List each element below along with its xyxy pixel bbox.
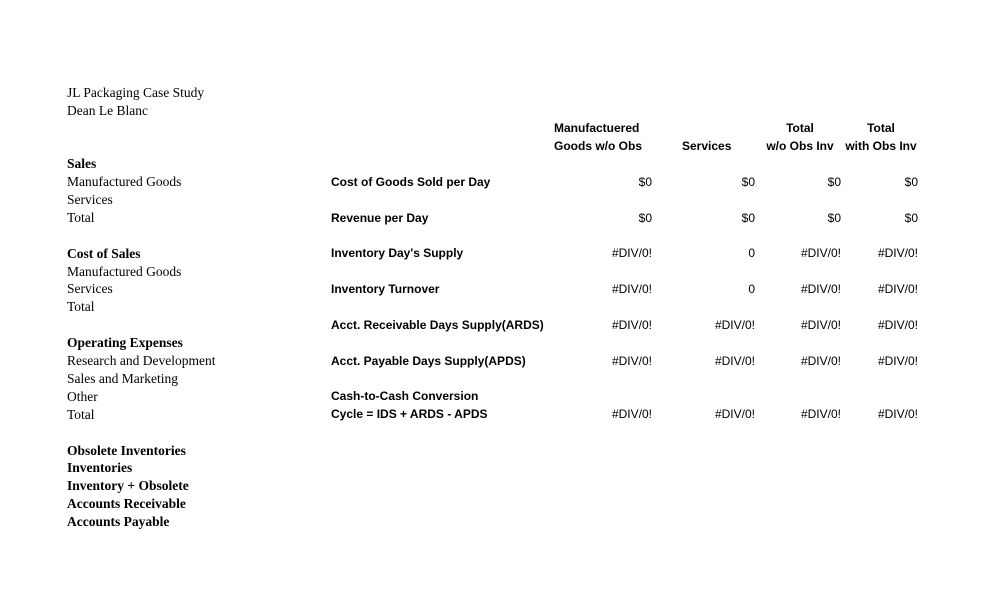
cell-value: #DIV/0! xyxy=(877,407,918,421)
cell-value: #DIV/0! xyxy=(611,282,652,296)
sales-manufactured-goods: Manufactured Goods xyxy=(67,174,182,189)
cell-value: #DIV/0! xyxy=(800,246,841,260)
row-label-ards: Acct. Receivable Days Supply(ARDS) xyxy=(331,318,544,332)
cost-of-sales-heading: Cost of Sales xyxy=(67,246,141,261)
cell-value: #DIV/0! xyxy=(611,246,652,260)
cell-value: #DIV/0! xyxy=(877,246,918,260)
cell-value: $0 xyxy=(741,175,755,189)
document-title: JL Packaging Case Study xyxy=(67,85,205,100)
accounts-payable: Accounts Payable xyxy=(67,514,170,529)
cell-value: #DIV/0! xyxy=(611,354,652,368)
cell-value: #DIV/0! xyxy=(611,407,652,421)
col-header-manufactured-line1: Manufactuered xyxy=(554,121,640,135)
row-label-inventory-days-supply: Inventory Day's Supply xyxy=(331,246,464,260)
cell-value: #DIV/0! xyxy=(714,354,755,368)
operating-expenses-heading: Operating Expenses xyxy=(67,335,183,350)
opex-other: Other xyxy=(67,389,98,404)
cell-value: #DIV/0! xyxy=(611,318,652,332)
cell-value: $0 xyxy=(741,211,755,225)
inventory-plus-obsolete: Inventory + Obsolete xyxy=(67,478,189,493)
cost-manufactured-goods: Manufactured Goods xyxy=(67,264,182,279)
document-author: Dean Le Blanc xyxy=(67,103,148,118)
obsolete-inventories: Obsolete Inventories xyxy=(67,443,186,458)
cell-value: #DIV/0! xyxy=(800,318,841,332)
col-header-manufactured-line2: Goods w/o Obs xyxy=(554,139,643,153)
col-header-total-with-line2: with Obs Inv xyxy=(845,139,917,153)
cost-total: Total xyxy=(67,299,95,314)
sales-heading: Sales xyxy=(67,156,97,171)
row-label-cogs-per-day: Cost of Goods Sold per Day xyxy=(331,175,491,189)
col-header-services: Services xyxy=(682,139,732,153)
cost-services: Services xyxy=(67,281,113,296)
cell-value: $0 xyxy=(827,211,841,225)
col-header-total-wo-line2: w/o Obs Inv xyxy=(766,139,834,153)
inventories: Inventories xyxy=(67,460,133,475)
opex-total: Total xyxy=(67,407,95,422)
row-label-c2c-line1: Cash-to-Cash Conversion xyxy=(331,389,479,403)
col-header-total-with-line1: Total xyxy=(867,121,895,135)
cell-value: 0 xyxy=(748,246,755,260)
cell-value: $0 xyxy=(827,175,841,189)
row-label-c2c-line2: Cycle = IDS + ARDS - APDS xyxy=(331,407,488,421)
row-label-inventory-turnover: Inventory Turnover xyxy=(331,282,440,296)
cell-value: #DIV/0! xyxy=(714,407,755,421)
accounts-receivable: Accounts Receivable xyxy=(67,496,186,511)
cell-value: #DIV/0! xyxy=(877,318,918,332)
cell-value: $0 xyxy=(904,211,918,225)
cell-value: #DIV/0! xyxy=(714,318,755,332)
cell-value: #DIV/0! xyxy=(800,407,841,421)
opex-sales-marketing: Sales and Marketing xyxy=(67,371,178,386)
cell-value: #DIV/0! xyxy=(800,354,841,368)
cell-value: 0 xyxy=(748,282,755,296)
row-label-revenue-per-day: Revenue per Day xyxy=(331,211,429,225)
cell-value: $0 xyxy=(904,175,918,189)
cell-value: #DIV/0! xyxy=(800,282,841,296)
col-header-total-wo-line1: Total xyxy=(786,121,814,135)
row-label-apds: Acct. Payable Days Supply(APDS) xyxy=(331,354,526,368)
cell-value: #DIV/0! xyxy=(877,354,918,368)
opex-research-development: Research and Development xyxy=(67,353,216,368)
cell-value: #DIV/0! xyxy=(877,282,918,296)
sales-services: Services xyxy=(67,192,113,207)
sales-total: Total xyxy=(67,210,95,225)
cell-value: $0 xyxy=(638,175,652,189)
cell-value: $0 xyxy=(638,211,652,225)
